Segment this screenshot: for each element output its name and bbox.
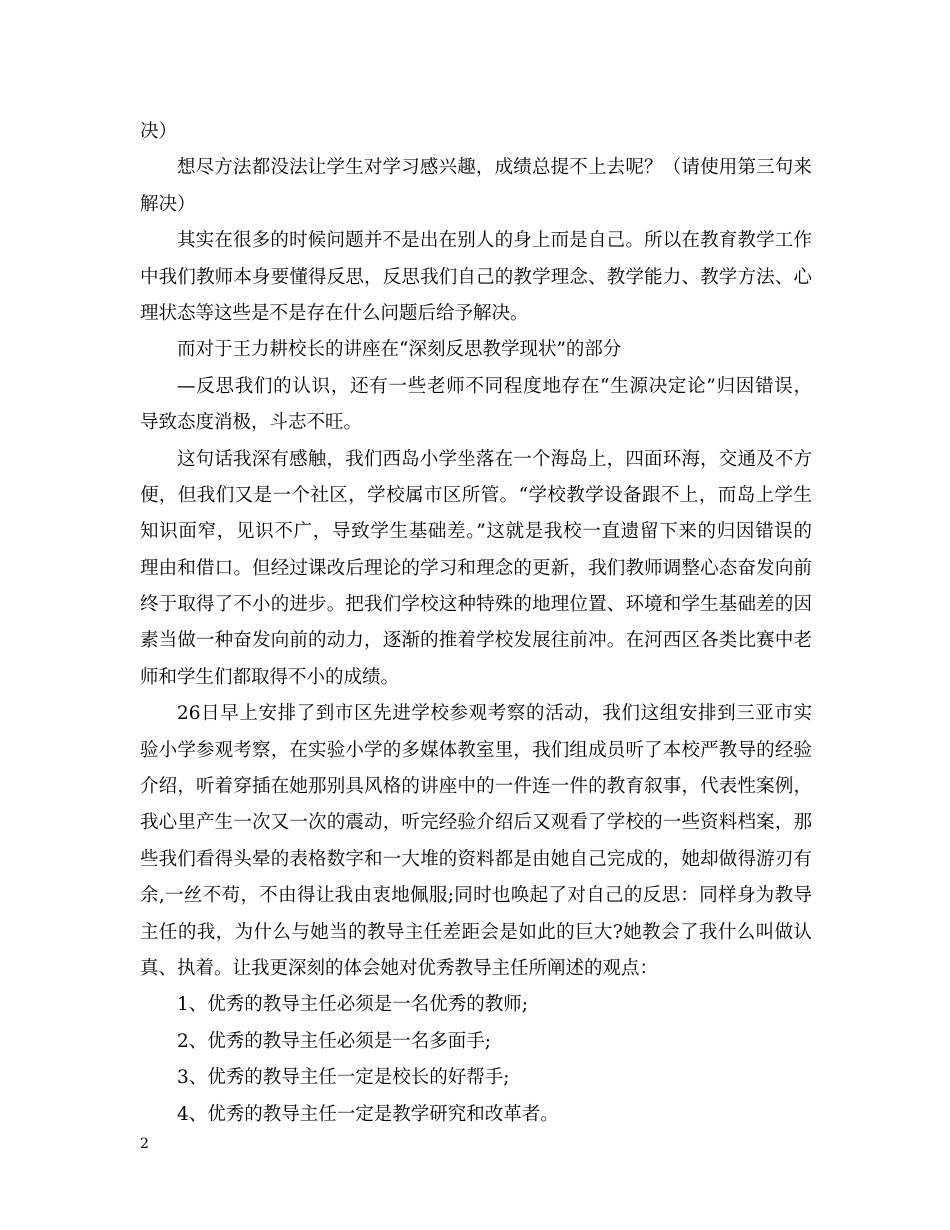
text-line: 4、优秀的教导主任一定是教学研究和改革者。: [177, 1103, 559, 1125]
text-line: 这句话我深有感触，我们西岛小学坐落在一个海岛上，四面环海，交通及不方: [177, 448, 812, 470]
text-line: 而对于王力耕校长的讲座在“深刻反思教学现状”的部分: [177, 339, 622, 361]
text-line: 余,一丝不苟，不由得让我由衷地佩服;同时也唤起了对自己的反思：同样身为教导: [140, 885, 812, 907]
text-line: 2、优秀的教导主任必须是一名多面手;: [177, 1030, 492, 1052]
text-line: 其实在很多的时候问题并不是出在别人的身上而是自己。所以在教育教学工作: [177, 230, 812, 252]
text-line: 介绍，听着穿插在她那别具风格的讲座中的一件连一件的教育叙事，代表性案例，: [140, 776, 812, 798]
text-line: 我心里产生一次又一次的震动，听完经验介绍后又观看了学校的一些资料档案，那: [140, 812, 812, 834]
text-line: 3、优秀的教导主任一定是校长的好帮手;: [177, 1067, 510, 1089]
text-line: 验小学参观考察，在实验小学的多媒体教室里，我们组成员听了本校严教导的经验: [140, 739, 812, 761]
text-line: 些我们看得头晕的表格数字和一大堆的资料都是由她自己完成的，她却做得游刃有: [140, 848, 812, 870]
text-line: 决）: [140, 121, 178, 142]
text-line: 想尽方法都没法让学生对学习感兴趣，成绩总提不上去呢？（请使用第三句来: [177, 157, 812, 179]
text-line: 知识面窄，见识不广，导致学生基础差。”这就是我校一直遗留下来的归因错误的: [140, 521, 812, 543]
text-line: 理由和借口。但经过课改后理论的学习和理念的更新，我们教师调整心态奋发向前: [140, 557, 812, 579]
text-line: 主任的我，为什么与她当的教导主任差距会是如此的巨大?她教会了我什么叫做认: [140, 921, 812, 943]
text-line: 终于取得了不小的进步。把我们学校这种特殊的地理位置、环境和学生基础差的因: [140, 594, 812, 616]
text-line: —反思我们的认识，还有一些老师不同程度地存在“生源决定论”归因错误，: [177, 375, 812, 397]
text-line: 1、优秀的教导主任必须是一名优秀的教师;: [177, 994, 529, 1016]
text-line: 导致态度消极，斗志不旺。: [140, 412, 363, 434]
text-line: 真、执着。让我更深刻的体会她对优秀教导主任所阐述的观点：: [140, 957, 659, 979]
text-line: 师和学生们都取得不小的成绩。: [140, 666, 400, 688]
text-line: 理状态等这些是不是存在什么问题后给予解决。: [140, 302, 529, 324]
body-text: [140, 114, 812, 1133]
text-line: 26日早上安排了到市区先进学校参观考察的活动，我们这组安排到三亚市实: [177, 703, 812, 725]
text-line: 便，但我们又是一个社区，学校属市区所管。“学校教学设备跟不上，而岛上学生: [140, 484, 812, 506]
page-number: 2: [140, 1136, 149, 1152]
text-line: 中我们教师本身要懂得反思，反思我们自己的教学理念、教学能力、教学方法、心: [140, 266, 812, 288]
text-line: 素当做一种奋发向前的动力，逐渐的推着学校发展往前冲。在河西区各类比赛中老: [140, 630, 812, 652]
text-line: 解决）: [140, 193, 196, 215]
